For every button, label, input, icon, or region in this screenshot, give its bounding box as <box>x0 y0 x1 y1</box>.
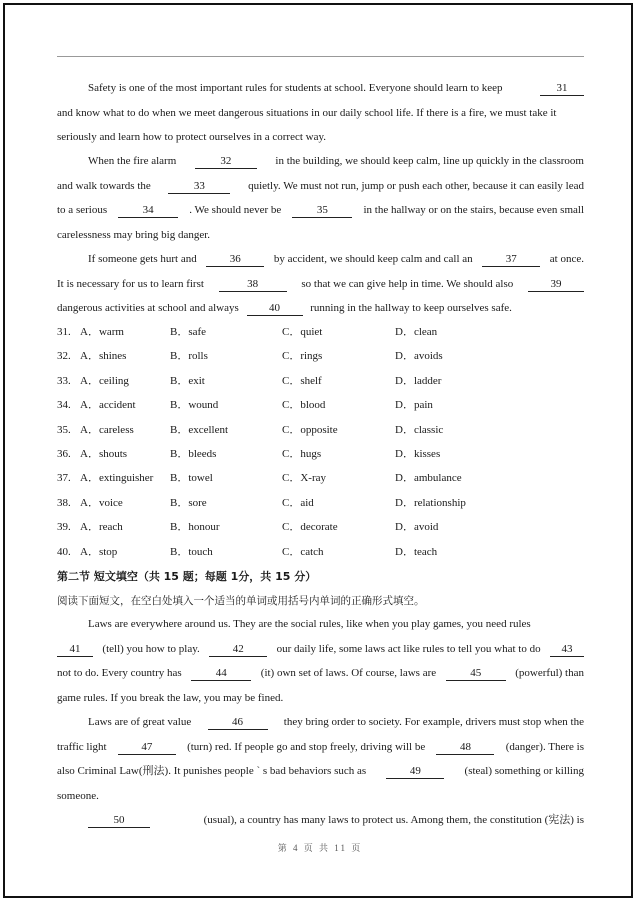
passage2-paragraph1 <box>57 612 584 710</box>
option-a: A．shines <box>80 350 127 363</box>
option-c: C．opposite <box>282 423 338 436</box>
option-b: B．wound <box>170 399 219 412</box>
text: Laws are everywhere around us. They are the social rules, like when you play games, you need rules <box>88 618 531 630</box>
passage2-paragraph2 <box>57 710 584 808</box>
text: not to do. Every country has <box>57 667 182 679</box>
blank-37: 37 <box>482 253 540 267</box>
option-a: A．warm <box>80 326 124 338</box>
blank-49: 49 <box>386 765 444 779</box>
text: Safety is one of the most important rules for students at school. Everyone should learn to keep <box>88 82 503 94</box>
question-number: 37. <box>57 472 71 485</box>
option-d: D．avoids <box>395 350 443 363</box>
question-number: 35. <box>57 423 71 436</box>
header-divider <box>57 56 584 57</box>
option-b: B．honour <box>170 521 220 534</box>
blank-31: 31 <box>540 82 584 96</box>
option-a: A．careless <box>80 423 134 436</box>
text: dangerous activities at school and always <box>57 302 239 314</box>
blank-45: 45 <box>446 667 506 681</box>
option-b: B．towel <box>170 472 213 485</box>
blank-36: 36 <box>206 253 264 267</box>
text: If someone gets hurt and <box>88 253 197 265</box>
option-row <box>57 491 584 515</box>
blank-34: 34 <box>118 204 178 218</box>
blank-43: 43 <box>550 643 584 657</box>
text: someone. <box>57 789 99 802</box>
option-b: B．rolls <box>170 350 208 363</box>
passage2-paragraph3 <box>57 808 584 833</box>
option-c: C．hugs <box>282 447 322 460</box>
option-a: A．extinguisher <box>80 472 154 485</box>
option-a: A．stop <box>80 545 118 558</box>
blank-35: 35 <box>292 204 352 218</box>
option-row <box>57 442 584 466</box>
option-row <box>57 418 584 442</box>
option-row <box>57 515 584 539</box>
text: seriously and learn how to protect ourselves in a correct way. <box>57 131 327 143</box>
option-b: B．bleeds <box>170 447 217 460</box>
option-a: A．accident <box>80 399 136 412</box>
text: . We should never be <box>189 204 282 216</box>
options-list <box>57 320 584 564</box>
option-b: B．touch <box>170 545 213 558</box>
option-a: A．shouts <box>80 447 128 460</box>
option-a: A．ceiling <box>80 374 129 387</box>
blank-44: 44 <box>191 667 251 681</box>
option-d: D．kisses <box>395 447 441 460</box>
text: (powerful) than <box>515 667 584 679</box>
option-b: B．excellent <box>170 423 229 436</box>
question-number: 38. <box>57 496 71 509</box>
blank-39: 39 <box>528 278 584 292</box>
text: game rules. If you break the law, you may be fined. <box>57 691 284 704</box>
text: (tell) you how to play. <box>102 642 200 655</box>
option-c: C．decorate <box>282 521 338 534</box>
question-number: 31. <box>57 326 71 338</box>
blank-38: 38 <box>219 278 287 292</box>
text: and know what to do when we meet dangerous situations in our daily school life. If there is a fire, we must take it <box>57 106 557 119</box>
passage1-paragraph3 <box>57 247 584 321</box>
option-b: B．exit <box>170 374 205 387</box>
option-d: D．ambulance <box>395 472 462 485</box>
text: in the building, we should keep calm, line up quickly in the classroom <box>275 155 584 167</box>
text: (it) own set of laws. Of course, laws are <box>260 667 437 679</box>
option-c: C．X-ray <box>282 472 326 485</box>
option-c: C．shelf <box>282 374 322 387</box>
option-d: D．clean <box>395 326 438 338</box>
section2-instruction: 阅读下面短文，在空白处填入一个适当的单词或用括号内单词的正确形式填空。 <box>57 595 425 607</box>
text: and walk towards the <box>57 179 151 192</box>
passage1-paragraph2 <box>57 149 584 247</box>
blank-32: 32 <box>195 155 257 169</box>
option-d: D．pain <box>395 399 433 412</box>
blank-33: 33 <box>168 180 230 194</box>
option-row <box>57 393 584 417</box>
section2-title: 第二节 短文填空（共 15 题；每题 1分，共 15 分） <box>57 570 317 583</box>
text: by accident, we should keep calm and call an <box>273 253 473 265</box>
question-number: 36. <box>57 447 71 460</box>
option-c: C．catch <box>282 545 324 558</box>
blank-46: 46 <box>208 716 268 730</box>
text: quietly. We must not run, jump or push each other, because it can easily lead <box>248 179 584 192</box>
question-number: 34. <box>57 399 71 412</box>
blank-42: 42 <box>209 643 267 657</box>
blank-50: 50 <box>88 814 150 828</box>
option-d: D．avoid <box>395 521 439 534</box>
passage1-paragraph1 <box>57 76 584 150</box>
question-number: 39. <box>57 521 71 534</box>
text: also Criminal Law(刑法). It punishes people ` s bad behaviors such as <box>57 765 367 777</box>
text: to a serious <box>57 204 108 216</box>
text: our daily life, some laws act like rules to tell you what to do <box>276 642 541 655</box>
option-row <box>57 320 584 344</box>
option-b: B．safe <box>170 326 207 338</box>
option-a: A．voice <box>80 496 123 509</box>
option-row <box>57 540 584 564</box>
text: (steal) something or killing <box>464 765 584 777</box>
text: carelessness may bring big danger. <box>57 228 211 241</box>
text: (usual), a country has many laws to protect us. Among them, the constitution (宪法) is <box>203 814 584 826</box>
question-number: 40. <box>57 545 71 558</box>
option-d: D．classic <box>395 423 444 436</box>
option-c: C．blood <box>282 399 326 412</box>
blank-41: 41 <box>57 643 93 657</box>
blank-48: 48 <box>436 741 494 755</box>
option-d: D．teach <box>395 545 438 558</box>
blank-47: 47 <box>118 741 176 755</box>
text: in the hallway or on the stairs, because even small <box>363 204 584 216</box>
blank-40: 40 <box>247 302 303 316</box>
option-c: C．quiet <box>282 326 323 338</box>
option-a: A．reach <box>80 521 123 534</box>
text: so that we can give help in time. We should also <box>301 277 514 290</box>
question-number: 32. <box>57 350 71 363</box>
text: It is necessary for us to learn first <box>57 277 204 290</box>
option-b: B．sore <box>170 496 207 509</box>
text: When the fire alarm <box>88 155 177 167</box>
question-number: 33. <box>57 374 71 387</box>
page-number: 第 4 页 共 11 页 <box>277 843 363 853</box>
option-row <box>57 369 584 393</box>
text: (turn) red. If people go and stop freely, driving will be <box>187 740 426 753</box>
text: traffic light <box>57 740 107 753</box>
text: Laws are of great value <box>88 716 192 728</box>
text: running in the hallway to keep ourselves safe. <box>310 302 512 314</box>
text: at once. <box>549 253 584 265</box>
option-d: D．relationship <box>395 496 466 509</box>
option-row <box>57 344 584 368</box>
text: they bring order to society. For example, drivers must stop when the <box>283 716 584 728</box>
option-d: D．ladder <box>395 374 442 387</box>
option-c: C．aid <box>282 496 314 509</box>
option-row <box>57 466 584 490</box>
text: (danger). There is <box>505 740 584 753</box>
option-c: C．rings <box>282 350 323 363</box>
